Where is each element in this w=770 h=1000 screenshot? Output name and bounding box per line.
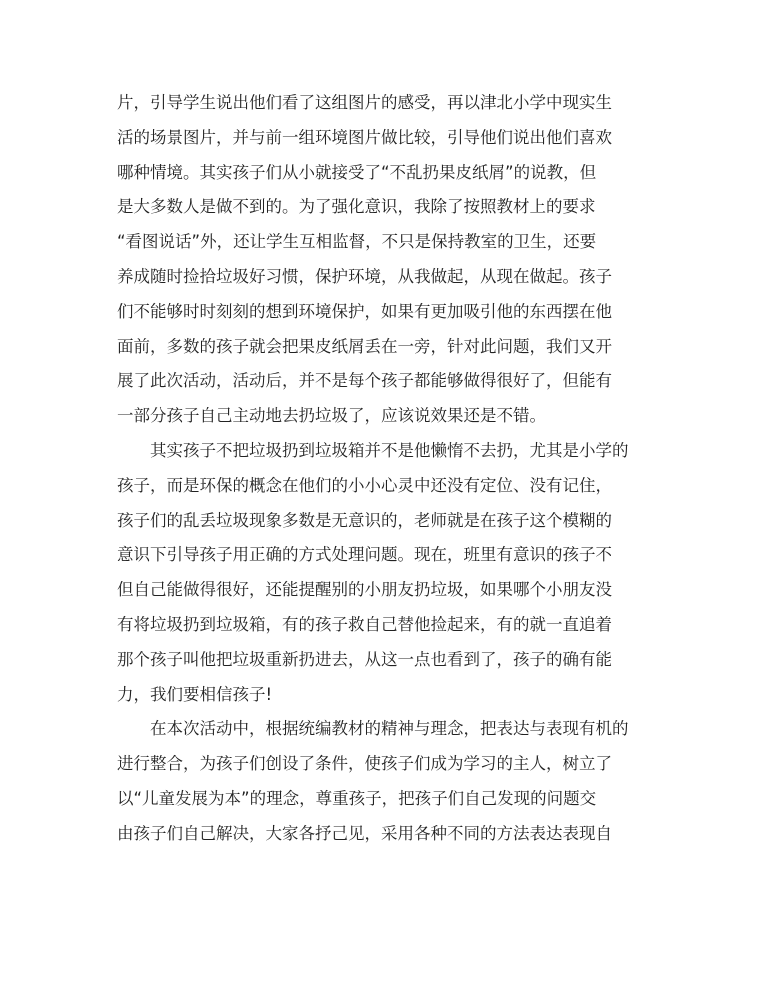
text-line: 一部分孩子自己主动地去扔垃圾了，应该说效果还是不错。	[117, 406, 546, 426]
text-line: 是大多数人是做不到的。为了强化意识，我除了按照教材上的要求	[117, 197, 596, 217]
text-line: 面前，多数的孩子就会把果皮纸屑丢在一旁，针对此问题，我们又开	[117, 336, 612, 356]
body-text	[117, 86, 662, 852]
text-line: 以“儿童发展为本”的理念，尊重孩子，把孩子们自己发现的问题交	[117, 788, 597, 808]
text-line: 活的场景图片，并与前一组环境图片做比较，引导他们说出他们喜欢	[117, 127, 612, 147]
text-line: 那个孩子叫他把垃圾重新扔进去，从这一点也看到了，孩子的确有能	[117, 649, 612, 669]
text-line: 由孩子们自己解决，大家各抒己见，采用各种不同的方法表达表现自	[117, 823, 612, 843]
text-line: 们不能够时时刻刻的想到环境保护，如果有更加吸引他的东西摆在他	[117, 301, 612, 321]
text-line: 孩子们的乱丢垃圾现象多数是无意识的，老师就是在孩子这个模糊的	[117, 510, 612, 530]
text-line: “看图说话”外，还让学生互相监督，不只是保持教室的卫生，还要	[117, 232, 597, 252]
text-line: 有将垃圾扔到垃圾箱，有的孩子救自己替他捡起来，有的就一直追着	[117, 614, 612, 634]
text-line: 进行整合，为孩子们创设了条件，使孩子们成为学习的主人，树立了	[117, 754, 612, 774]
text-line: 意识下引导孩子用正确的方式处理问题。现在，班里有意识的孩子不	[117, 545, 612, 565]
text-line: 力，我们要相信孩子!	[117, 684, 273, 704]
text-line: 片，引导学生说出他们看了这组图片的感受，再以津北小学中现实生	[117, 93, 612, 112]
text-line: 哪种情境。其实孩子们从小就接受了“不乱扔果皮纸屑”的说教，但	[117, 162, 597, 182]
text-line: 其实孩子不把垃圾扔到垃圾箱并不是他懒惰不去扔，尤其是小学的	[117, 440, 629, 460]
text-line: 在本次活动中，根据统编教材的精神与理念，把表达与表现有机的	[117, 719, 629, 739]
text-line: 养成随时捡拾垃圾好习惯，保护环境，从我做起，从现在做起。孩子	[117, 266, 612, 286]
text-line: 孩子，而是环保的概念在他们的小小心灵中还没有定位、没有记住，	[117, 475, 612, 495]
text-line: 但自己能做得很好，还能提醒别的小朋友扔垃圾，如果哪个小朋友没	[117, 580, 612, 600]
text-line: 展了此次活动，活动后，并不是每个孩子都能够做得很好了，但能有	[117, 371, 612, 391]
